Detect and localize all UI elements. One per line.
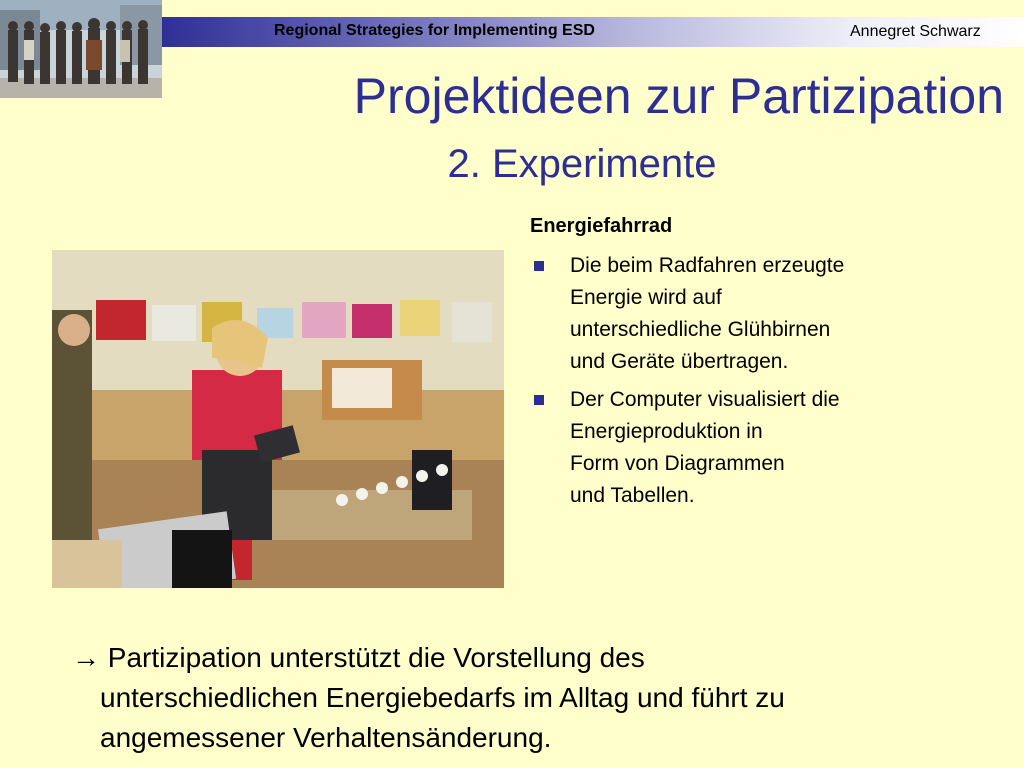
bullets-heading: Energiefahrrad	[530, 215, 673, 237]
bullet-section	[530, 212, 1000, 518]
group-photo	[0, 0, 162, 98]
bullet-item	[530, 250, 1000, 378]
conclusion	[72, 638, 992, 758]
slide-subtitle: 2. Experimente	[447, 142, 717, 186]
square-bullet-icon	[534, 261, 544, 271]
bullet-item	[530, 384, 1000, 512]
bullet-text: Die beim Radfahren erzeugte Energie wird auf unterschiedliche Glühbirnen und Geräte übertragen.	[570, 254, 845, 373]
conclusion-rest: unterschiedlichen Energiebedarfs im Alltag und führt zu angemessener Verhaltensänderung.	[100, 682, 785, 753]
header-title: Regional Strategies for Implementing ESD	[274, 22, 595, 39]
energy-bike-photo	[52, 250, 504, 588]
header-author: Annegret Schwarz	[850, 23, 981, 40]
square-bullet-icon	[534, 395, 544, 405]
bullet-text: Der Computer visualisiert die Energieproduktion in Form von Diagrammen und Tabellen.	[570, 388, 840, 507]
slide-title: Projektideen zur Partizipation	[353, 68, 1004, 124]
arrow-icon: →	[72, 642, 100, 673]
conclusion-line-1: Partizipation unterstützt die Vorstellung des	[107, 642, 645, 673]
